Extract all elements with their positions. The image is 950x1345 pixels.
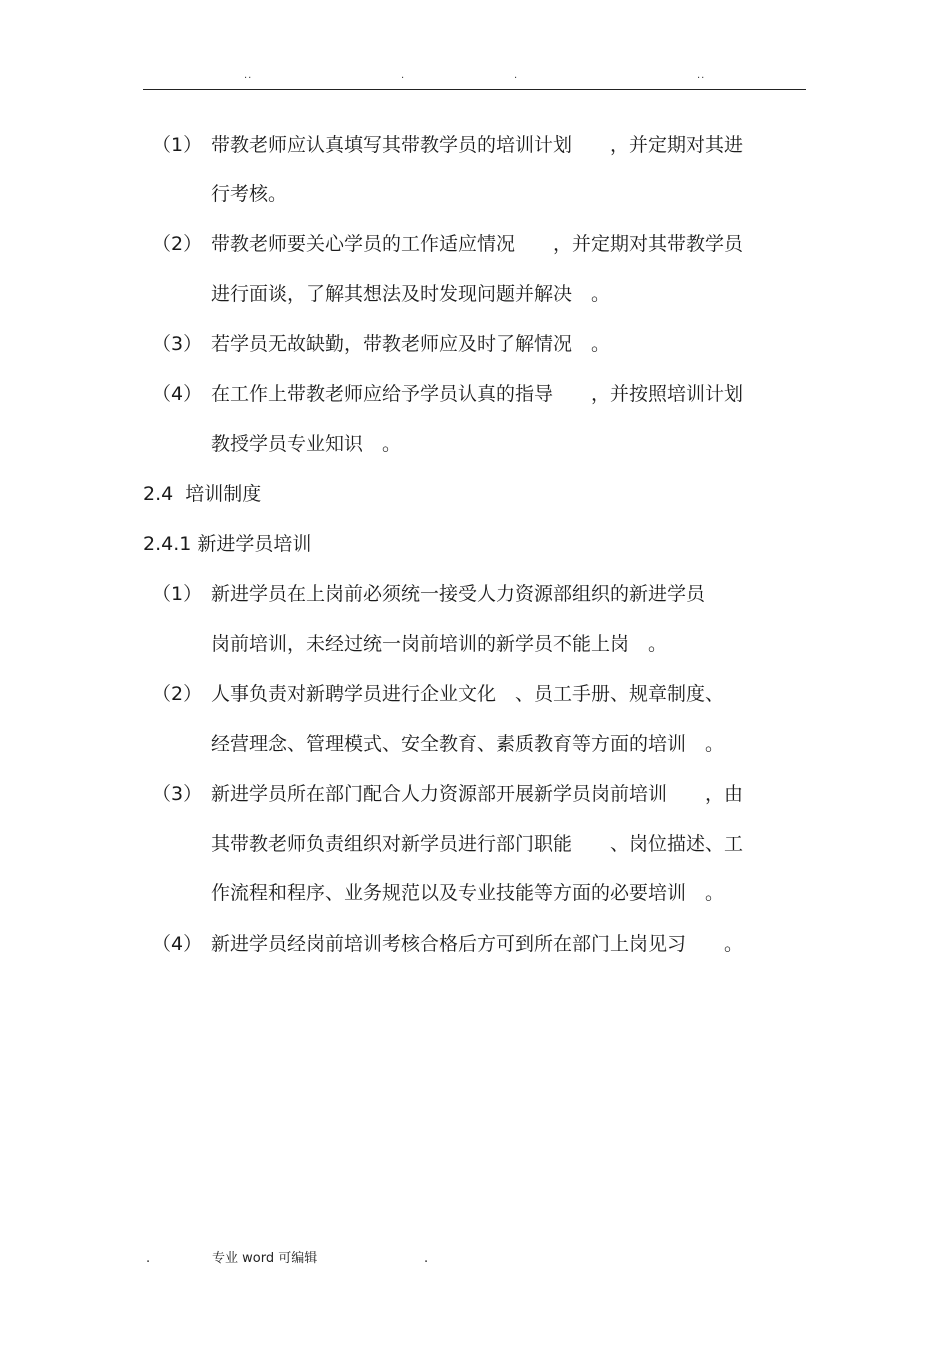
list-item-text: 进行面谈，了解其想法及时发现问题并解决 。 [211, 283, 611, 305]
list-number: （3） [152, 333, 203, 355]
list-item-text: 新进学员经岗前培训考核合格后方可到所在部门上岗见习 。 [211, 933, 744, 955]
list-item-text: 经营理念、管理模式、安全教育、素质教育等方面的培训 。 [211, 733, 725, 755]
list-item-text: 人事负责对新聘学员进行企业文化 、员工手册、规章制度、 [211, 683, 725, 705]
list-item-text: 作流程和程序、业务规范以及专业技能等方面的必要培训 。 [211, 882, 725, 904]
list-item-text: 教授学员专业知识 。 [211, 433, 402, 455]
list-number: （1） [152, 583, 203, 605]
list-item-text: 带教老师要关心学员的工作适应情况 ，并定期对其带教学员 [211, 233, 744, 255]
header-dot: .. [697, 70, 706, 81]
section-heading: 2.4 培训制度 [143, 483, 262, 505]
list-number: （2） [152, 233, 203, 255]
footer-dot: . [146, 1251, 151, 1266]
list-item-text: 岗前培训，未经过统一岗前培训的新学员不能上岗 。 [211, 633, 668, 655]
subsection-heading: 2.4.1 新进学员培训 [143, 533, 312, 555]
list-item-text: 若学员无故缺勤，带教老师应及时了解情况 。 [211, 333, 611, 355]
list-number: （4） [152, 933, 203, 955]
list-number: （2） [152, 683, 203, 705]
list-item-text: 行考核。 [211, 183, 288, 205]
header-dot: . [514, 70, 519, 81]
list-number: （4） [152, 383, 203, 405]
list-item-text: 在工作上带教老师应给予学员认真的指导 ，并按照培训计划 [211, 383, 744, 405]
header-dot: .. [244, 70, 253, 81]
footer-text: 专业 word 可编辑 [212, 1251, 318, 1266]
header-rule [143, 89, 806, 90]
list-item-text: 其带教老师负责组织对新学员进行部门职能 、岗位描述、工 [211, 833, 744, 855]
list-number: （1） [152, 134, 203, 156]
list-number: （3） [152, 783, 203, 805]
list-item-text: 新进学员在上岗前必须统一接受人力资源部组织的新进学员 [211, 583, 706, 605]
list-item-text: 带教老师应认真填写其带教学员的培训计划 ，并定期对其进 [211, 134, 744, 156]
footer-dot: . [424, 1251, 429, 1266]
header-dot: . [401, 70, 406, 81]
list-item-text: 新进学员所在部门配合人力资源部开展新学员岗前培训 ，由 [211, 783, 744, 805]
